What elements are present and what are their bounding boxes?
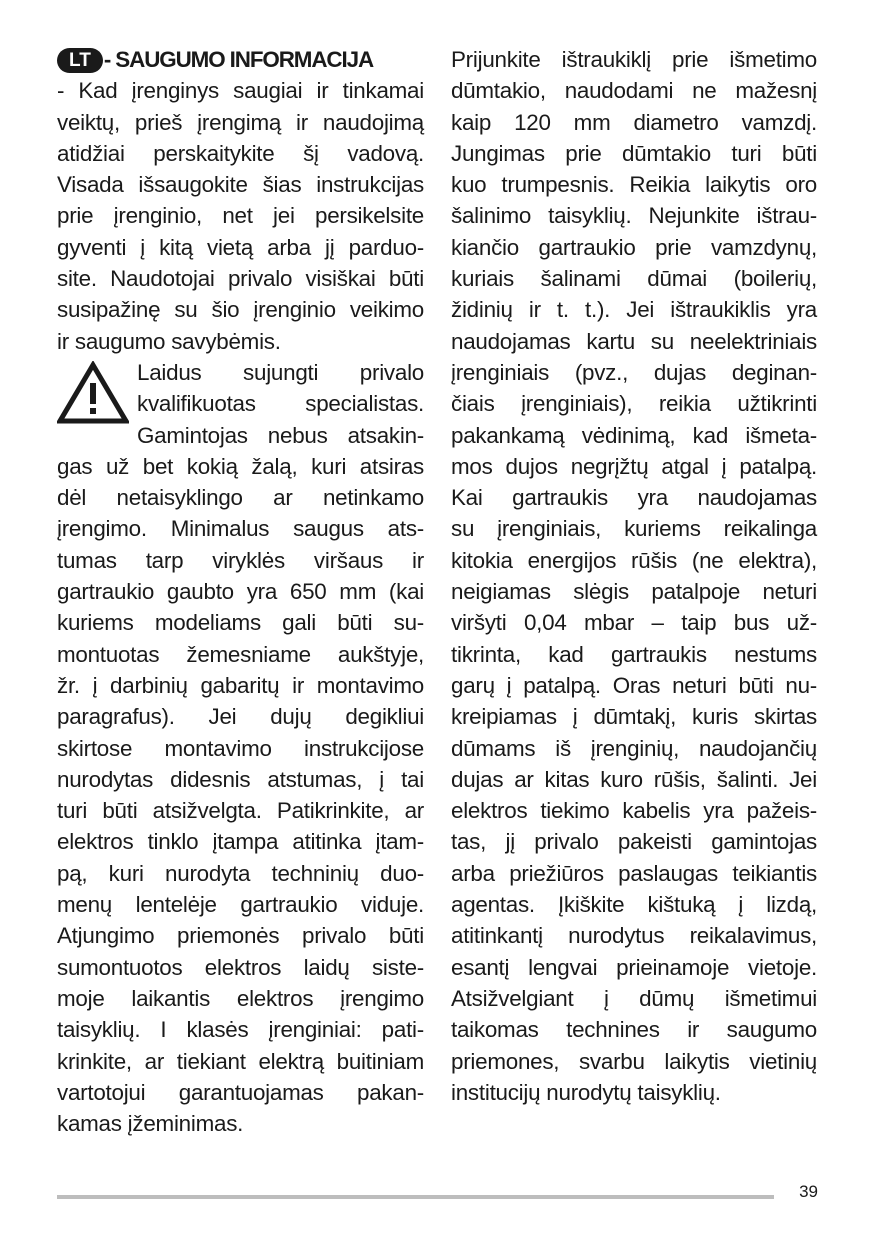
text-line: viršyti 0,04 mbar – taip bus už-: [451, 610, 817, 636]
text-line: kaip 120 mm diametro vamzdį.: [451, 109, 817, 135]
text-line: kvalifikuotas specialistas.: [137, 391, 424, 417]
text-line: Atjungimo priemonės privalo būti: [57, 923, 424, 949]
text-line: priemones, svarbu laikytis vietinių: [451, 1048, 817, 1074]
text-line: prie įrenginio, net jei persikelsite: [57, 203, 424, 229]
text-line: Kai gartraukis yra naudojamas: [451, 485, 817, 511]
text-line: su įrenginiais, kuriems reikalinga: [451, 516, 817, 542]
text-line: neigiamas slėgis patalpoje neturi: [451, 579, 817, 605]
text-line: kuo trumpesnis. Reikia laikytis oro: [451, 172, 817, 198]
text-line: Laidus sujungti privalo: [137, 359, 424, 385]
text-line: atidžiai perskaitykite šį vadovą.: [57, 140, 424, 166]
warning-paragraph: [57, 357, 424, 1139]
text-line: dūmams iš įrenginių, naudojančių: [451, 735, 817, 761]
page-number: 39: [799, 1182, 818, 1201]
text-line: turi būti atsižvelgta. Patikrinkite, ar: [57, 798, 424, 824]
section-heading: [57, 44, 424, 75]
text-line: kuriais šalinami dūmai (boilerių,: [451, 266, 817, 292]
text-line: institucijų nurodytų taisyklių.: [451, 1079, 721, 1105]
text-line: garų į patalpą. Oras neturi būti nu-: [451, 672, 817, 698]
right-column: [451, 44, 817, 1108]
text-line: vartotojui garantuojamas pakan-: [57, 1079, 424, 1105]
text-line: dūmtakio, naudodami ne mažesnį: [451, 78, 817, 104]
text-line: naudojamas kartu su neelektriniais: [451, 328, 817, 354]
text-line: sumontuotos elektros laidų siste-: [57, 954, 424, 980]
text-line: paragrafus). Jei dujų degikliui: [57, 704, 424, 730]
text-line: nurodytas didesnis atstumas, į tai: [57, 766, 424, 792]
text-line: Gamintojas nebus atsakin-: [137, 422, 424, 448]
text-line: mos dujos negrįžtų atgal į patalpą.: [451, 453, 817, 479]
text-line: esantį lengvai prieinamoje vietoje.: [451, 954, 817, 980]
text-line: tas, jį privalo pakeisti gamintojas: [451, 829, 817, 855]
footer-rule: [57, 1195, 774, 1199]
text-line: taikomas technines ir saugumo: [451, 1017, 817, 1043]
text-line: arba priežiūros paslaugas teikiantis: [451, 860, 817, 886]
text-line: dujas ar kitas kuro rūšis, šalinti. Jei: [451, 766, 817, 792]
text-line: kreipiamas į dūmtakį, kuris skirtas: [451, 704, 817, 730]
text-line: židinių ir t. t.). Jei ištraukiklis yra: [451, 297, 817, 323]
text-line: Prijunkite ištraukiklį prie išmetimo: [451, 47, 817, 72]
text-line: montuotas žemesniame aukštyje,: [57, 641, 424, 667]
text-line: tikrinta, kad gartraukis nestums: [451, 641, 817, 667]
text-line: - Kad įrenginys saugiai ir tinkamai: [57, 78, 424, 104]
text-line: gas už bet kokią žalą, kuri atsiras: [57, 453, 424, 479]
text-line: dėl netaisyklingo ar netinkamo: [57, 485, 424, 511]
text-line: kuriems modeliams gali būti su-: [57, 610, 424, 636]
text-line: elektros tiekimo kabelis yra pažeis-: [451, 798, 817, 824]
warning-triangle-icon: [57, 361, 129, 425]
text-line: Jungimas prie dūmtakio turi būti: [451, 140, 817, 166]
text-line: skirtose montavimo instrukcijose: [57, 735, 424, 761]
text-line: kiančio gartraukio prie vamzdynų,: [451, 234, 817, 260]
text-line: čiais įrenginiais), reikia užtikrinti: [451, 391, 817, 417]
text-line: elektros tinklo įtampa atitinka įtam-: [57, 829, 424, 855]
text-line: menų lentelėje gartraukio viduje.: [57, 892, 424, 918]
text-line: moje laikantis elektros įrengimo: [57, 985, 424, 1011]
text-line: žr. į darbinių gabaritų ir montavimo: [57, 672, 424, 698]
text-line: atitinkantį nurodytus reikalavimus,: [451, 923, 817, 949]
text-line: krinkite, ar tiekiant elektrą buitiniam: [57, 1048, 424, 1074]
text-line: Atsižvelgiant į dūmų išmetimui: [451, 985, 817, 1011]
text-line: kitokia energijos rūšis (ne elektra),: [451, 547, 817, 573]
text-line: susipažinę su šio įrenginio veikimo: [57, 297, 424, 323]
section-title: - SAUGUMO INFORMACIJA: [103, 47, 374, 72]
text-line: šalinimo taisyklių. Nejunkite ištrau-: [451, 203, 817, 229]
text-line: įrenginiais (pvz., dujas deginan-: [451, 359, 817, 385]
text-line: pakankamą vėdinimą, kad išmeta-: [451, 422, 817, 448]
text-line: tumas tarp viryklės viršaus ir: [57, 547, 424, 573]
text-line: agentas. Įkiškite kištuką į lizdą,: [451, 892, 817, 918]
text-line: site. Naudotojai privalo visiškai būti: [57, 266, 424, 292]
text-line: gartraukio gaubto yra 650 mm (kai: [57, 579, 424, 605]
text-line: įrengimo. Minimalus saugus ats-: [57, 516, 424, 542]
text-line: pą, kuri nurodyta techninių duo-: [57, 860, 424, 886]
text-line: ir saugumo savybėmis.: [57, 328, 281, 354]
text-line: taisyklių. I klasės įrenginiai: pati-: [57, 1017, 424, 1043]
text-line: Visada išsaugokite šias instrukcijas: [57, 172, 424, 198]
left-column: [57, 44, 424, 1139]
text-line: veiktų, prieš įrengimą ir naudojimą: [57, 109, 424, 135]
intro-paragraph: [57, 75, 424, 357]
text-line: gyventi į kitą vietą arba jį parduo-: [57, 234, 424, 260]
text-line: kamas įžeminimas.: [57, 1111, 244, 1137]
language-badge: LT: [57, 48, 103, 73]
